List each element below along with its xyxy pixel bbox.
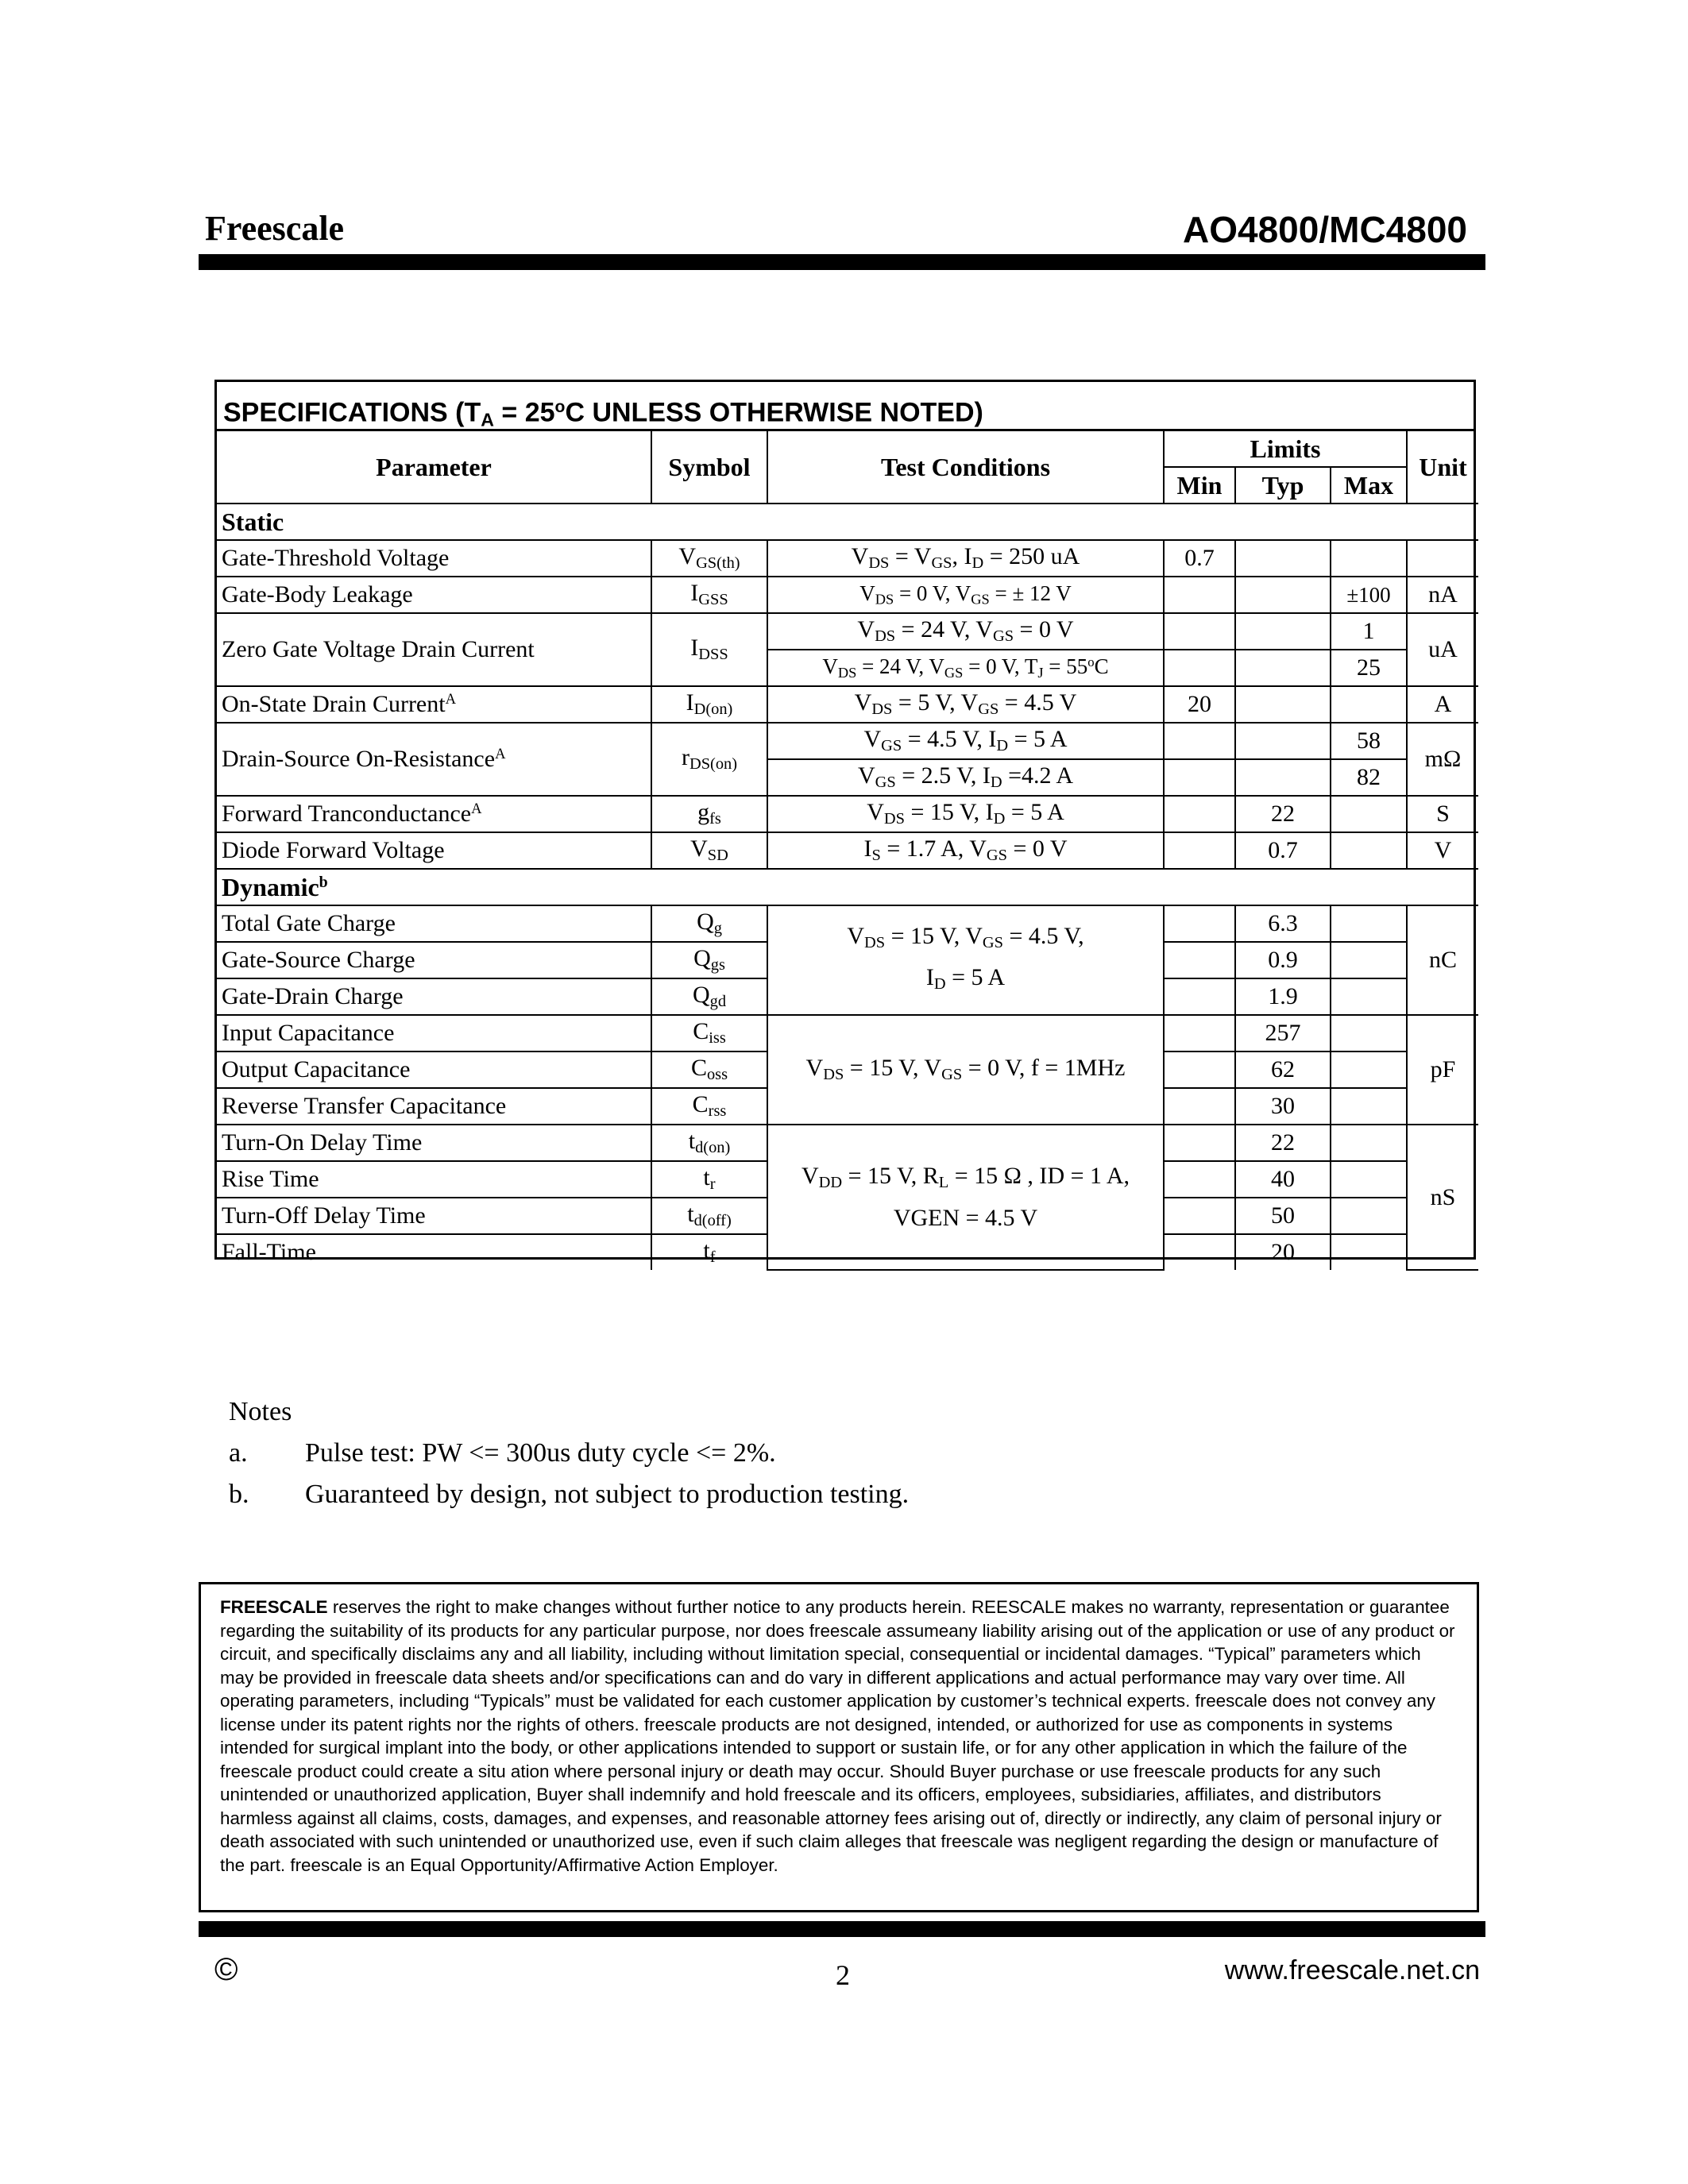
disclaimer-text: reserves the right to make changes without further notice to any products herein. REESCALE makes no warranty, representation or guarantee regarding the suitability of its products for any particular purpose, nor does freescale assumeany liability arising out of the application or use of any product or circuit, and specifically disclaims any and all liability, including without limitation special, consequential or incidental damages. “Typical” parameters which may be provided in freescale data sheets and/or specifications can and do vary in different applications and actual performance may vary over time. All operating parameters, including “Typicals” must be validated for each customer application by customer’s technical experts. freescale does not convey any license under its patent rights nor the rights of others. freescale products are not designed, intended, or authorized for use as components in systems intended for surgical implant into the body, or other applications intended to support or sustain life, or for any other application in which the failure of the freescale product could create a situ ation where personal injury or death may occur. Should Buyer purchase or use freescale products for any such unintended or unauthorized application, Buyer shall indemnify and hold freescale and its officers, employees, subsidiaries, affiliates, and distributors harmless against all claims, costs, damages, and expenses, and reasonable attorney fees arising out of, directly or indirectly, any claim of personal injury or death associated with such unintended or unauthorized use, even if such claim alleges that freescale was negligent regarding the design or manufacture of the part. freescale is an Equal Opportunity/Affirmative Action Employer. <box>220 1597 1455 1875</box>
section-dynamic: Dynamic$^b$ <box>217 869 1478 905</box>
page-number: 2 <box>836 1959 850 1991</box>
table-header-row <box>217 431 1478 467</box>
notes-section <box>229 1391 909 1515</box>
col-min: Min <box>1164 467 1235 504</box>
switching-test-conditions: $V_{DD} = 15$ V, $R_L = 15$ Ω , ID = 1 A, VGEN = 4.5 V <box>767 1125 1164 1270</box>
specifications-table <box>214 380 1476 1267</box>
table-row: Gate-Threshold Voltage $V_{GS(th)}$ $V_{DS} = V_{GS}$, $I_D = 250$ uA 0.7 <box>217 540 1478 577</box>
col-symbol: Symbol <box>651 431 767 504</box>
charge-test-conditions: $V_{DS} = 15$ V, $V_{GS} = 4.5$ V, $I_D = 5$ A <box>767 905 1164 1015</box>
col-max: Max <box>1331 467 1407 504</box>
col-test-conditions: Test Conditions <box>767 431 1164 504</box>
spec-grid <box>217 431 1478 1271</box>
table-row: Turn-Off Delay Time $t_{d(off)}$ 50 <box>217 1198 1478 1234</box>
footer-url: www.freescale.net.cn <box>1224 1955 1480 1985</box>
table-row: Turn-On Delay Time $t_{d(on)}$ $V_{DD} = 15$ V, $R_L = 15$ Ω , ID = 1 A, VGEN = 4.5 V 22 nS <box>217 1125 1478 1161</box>
col-unit: Unit <box>1407 431 1478 504</box>
table-row: Gate-Source Charge $Q_{gs}$ 0.9 <box>217 942 1478 978</box>
table-row: Fall-Time $t_f$ 20 <box>217 1234 1478 1270</box>
table-row: Zero Gate Voltage Drain Current $I_{DSS}$ $V_{DS} = 24$ V, $V_{GS} = 0$ V 1 uA <box>217 613 1478 650</box>
table-row: On-State Drain Current$^A$ $I_{D(on)}$ $V_{DS} = 5$ V, $V_{GS} = 4.5$ V 20 A <box>217 686 1478 723</box>
copyright-icon: © <box>214 1952 238 1987</box>
table-title: SPECIFICATIONS ($T_A = 25^oC$ UNLESS OTHERWISE NOTED) <box>217 382 1474 431</box>
table-row: Output Capacitance $C_{oss}$ 62 <box>217 1051 1478 1088</box>
col-limits: Limits <box>1164 431 1407 467</box>
table-row: Rise Time $t_r$ 40 <box>217 1161 1478 1198</box>
disclaimer-company: FREESCALE <box>220 1597 328 1617</box>
col-typ: Typ <box>1235 467 1331 504</box>
header-rule <box>199 254 1485 270</box>
disclaimer-box <box>199 1582 1479 1912</box>
table-row: $V_{GS} = 2.5$ V, $I_D =4.2$ A 82 <box>217 759 1478 796</box>
section-static: Static <box>217 504 1478 540</box>
col-parameter: Parameter <box>217 431 651 504</box>
part-number: AO4800/MC4800 <box>1183 209 1467 250</box>
table-row: Reverse Transfer Capacitance $C_{rss}$ 30 <box>217 1088 1478 1125</box>
capacitance-test-conditions: $V_{DS} = 15$ V, $V_{GS} = 0$ V, f = 1MHz <box>767 1015 1164 1125</box>
table-row: Gate-Drain Charge $Q_{gd}$ 1.9 <box>217 978 1478 1015</box>
brand-name: Freescale <box>205 209 345 248</box>
table-row: Gate-Body Leakage $I_{GSS}$ $V_{DS} = 0$ V, $V_{GS}$ = ± 12 V ±100 nA <box>217 577 1478 613</box>
note-item: b. Guaranteed by design, not subject to production testing. <box>229 1480 910 1509</box>
note-item: a. Pulse test: PW <= 300us duty cycle <= 2%. <box>229 1438 776 1468</box>
notes-title: Notes <box>229 1397 292 1426</box>
table-row: Total Gate Charge $Q_g$ $V_{DS} = 15$ V, $V_{GS} = 4.5$ V, $I_D = 5$ A 6.3 nC <box>217 905 1478 942</box>
table-row: Drain-Source On-Resistance$^A$ $r_{DS(on)}$ $V_{GS} = 4.5$ V, $I_D = 5$ A 58 mΩ <box>217 723 1478 759</box>
footer-rule <box>199 1921 1485 1937</box>
table-row: Input Capacitance $C_{iss}$ $V_{DS} = 15$ V, $V_{GS} = 0$ V, f = 1MHz 257 pF <box>217 1015 1478 1051</box>
table-row: Forward Tranconductance$^A$ $g_{fs}$ $V_{DS} = 15$ V, $I_D = 5$ A 22 S <box>217 796 1478 832</box>
table-row: $V_{DS} = 24$ V, $V_{GS} = 0$ V, $T_J = 55^oC$ 25 <box>217 650 1478 686</box>
table-row: Diode Forward Voltage $V_{SD}$ $I_S = 1.7$ A, $V_{GS} = 0$ V 0.7 V <box>217 832 1478 869</box>
